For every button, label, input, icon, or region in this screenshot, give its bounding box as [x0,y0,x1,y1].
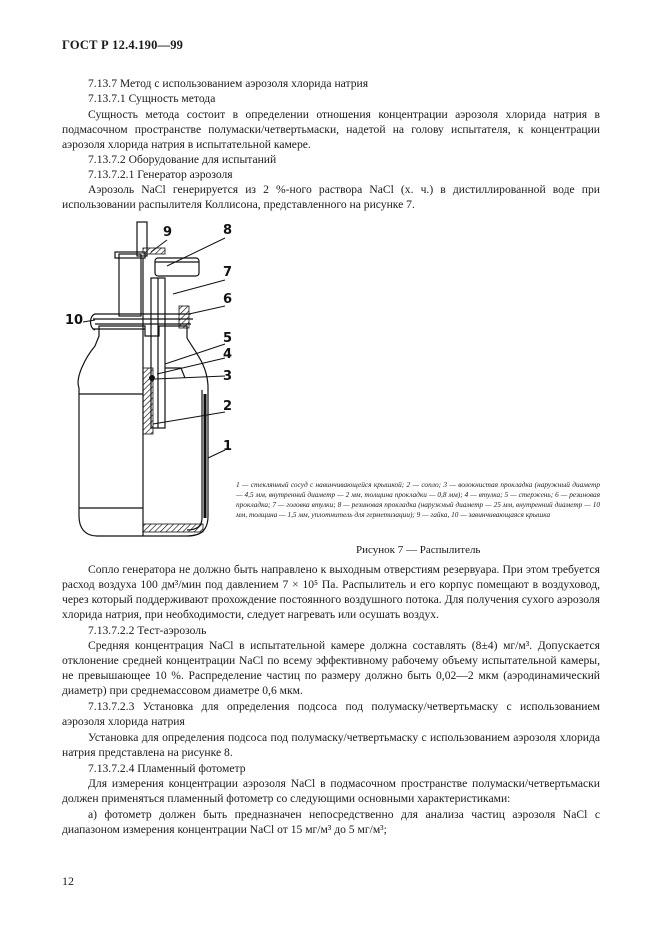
list-item-a: а) фотометр должен быть предназначен непосредственно для анализа частиц аэрозоля NaCl с диапазоном измерения концентрации NaCl от 15 мг/м³ до 5 мг/м³; [62,808,600,836]
section-7-13-7-1: 7.13.7.1 Сущность метода [88,92,216,105]
page-number: 12 [62,874,74,888]
callout-1: 1 [223,439,233,454]
section-7-13-7-2-1: 7.13.7.2.1 Генератор аэрозоля [88,168,233,181]
callout-6: 6 [223,292,233,307]
nebulizer-drawing [55,218,245,543]
callout-3: 3 [223,369,233,384]
figure-caption: 1 — стеклянный сосуд с навинчивающейся крышкой; 2 — сопло; 3 — волокнистая прокладка (наружный диаметр — 4,5 мм, внутренний диаметр — 2 мм, толщина прокладки — 0,8 мм); 4 — втулка; 5 — стержень; 6 — резиновая прокладка; 7 — головка втулки; 8 — резиновая прокладка (наружный диаметр — 25 мм, внутренний диаметр — 10 мм, толщина — 1,5 мм, уплотнитель для герметизации); 9 — гайка, 10 — завинчивающаяся крышка [236,480,600,519]
callout-2: 2 [223,399,233,414]
paragraph-aerosol-generation: Аэрозоль NaCl генерируется из 2 %-ного раствора NaCl (х. ч.) в дистиллированной воде при использовании распылителя Коллисона, представленного на рисунке 7. [62,183,600,211]
section-7-13-7-2-4: 7.13.7.2.4 Пламенный фотометр [88,762,246,775]
section-7-13-7: 7.13.7 Метод с использованием аэрозоля хлорида натрия [88,77,369,90]
callout-7: 7 [223,265,233,280]
section-7-13-7-2: 7.13.7.2 Оборудование для испытаний [88,153,277,166]
section-7-13-7-2-3: 7.13.7.2.3 Установка для определения подсоса под полумаску/четвертьмаску с использованием аэрозоля хлорида натрия [62,700,600,728]
callout-9: 9 [163,225,173,240]
callout-8: 8 [223,223,233,238]
paragraph-nozzle: Сопло генератора не должно быть направлено к выходным отверстиям резервуара. При этом требуется расход воздуха 100 дм³/мин под давлением 7 × 10⁵ Па. Распылитель и его корпус помещают в воздуховод, через который поддерживают прохождение постоянного воздушного потока. Для получения сухого аэрозоля хлорида натрия, при необходимости, следует нагревать или осушать воздух. [62,563,600,621]
callout-10: 10 [65,313,84,328]
fiber-gasket-3 [149,375,155,381]
callout-5: 5 [223,331,233,346]
gasket-8 [143,248,165,254]
callout-4: 4 [223,347,233,362]
figure-title: Рисунок 7 — Распылитель [356,544,481,556]
rubber-gasket-6 [179,306,189,328]
paragraph-test-aerosol: Средняя концентрация NaCl в испытательной камере должна составлять (8±4) мг/м³. Допускается отклонение средней концентрации NaCl по всему эффективному рабочему объему испытательной камеры, не превышающее 10 %. Распределение частиц по размеру должно быть 0,02—2 мкм (аэродинамический диаметр) при среднемассовом диаметре 0,6 мкм. [62,639,600,697]
document-header: ГОСТ Р 12.4.190—99 [62,38,184,52]
paragraph-method-essence: Сущность метода состоит в определении отношения концентрации аэрозоля хлорида натрия в подмасочном пространстве полумаски/четвертьмаски, надетой на голову испытателя, к концентрации аэрозоля хлорида натрия в испытательной камере. [62,108,600,151]
paragraph-photometer: Для измерения концентрации аэрозоля NaCl в подмасочном пространстве полумаски/четвертьмаски должен применяться пламенный фотометр со следующими основными характеристиками: [62,777,600,805]
paragraph-setup: Установка для определения подсоса под полумаску/четвертьмаску с использованием аэрозоля хлорида натрия представлена на рисунке 8. [62,731,600,759]
bottle-bottom [143,524,203,532]
section-7-13-7-2-2: 7.13.7.2.2 Тест-аэрозоль [88,624,207,637]
